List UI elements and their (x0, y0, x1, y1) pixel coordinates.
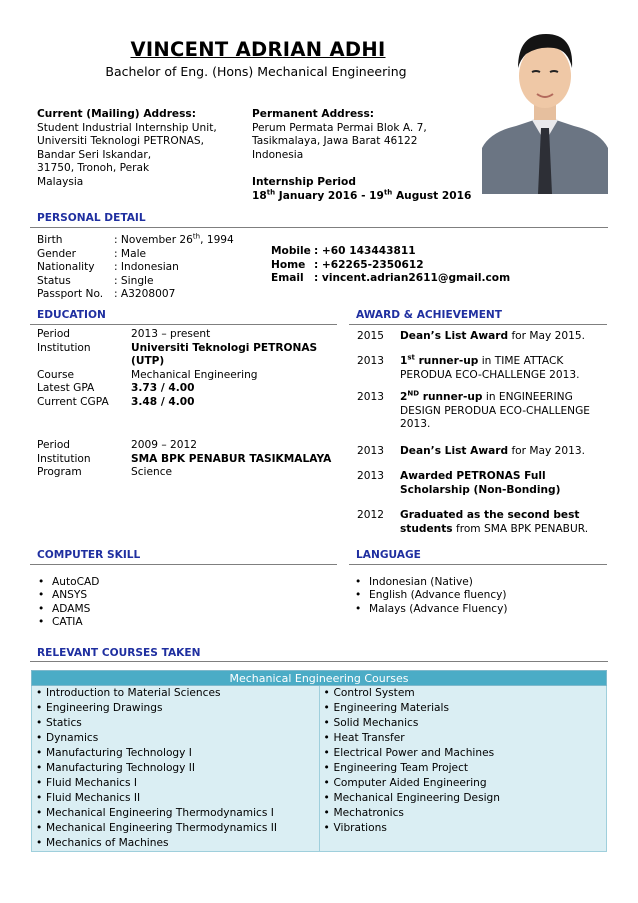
nationality-value: : Indonesian (114, 261, 179, 274)
computer-skill-list (38, 576, 99, 630)
candidate-name: VINCENT ADRIAN ADHI (130, 38, 386, 61)
award-year: 2013 (357, 355, 384, 367)
courses-heading: RELEVANT COURSES TAKEN (37, 647, 201, 659)
language-heading: LANGUAGE (356, 549, 421, 561)
degree-title: Bachelor of Eng. (Hons) Mechanical Engineering (105, 64, 407, 79)
section-divider (30, 227, 608, 228)
table-row: • Computer Aided Engineering (323, 777, 487, 789)
status-label: Status (37, 274, 71, 287)
courses-table (31, 670, 607, 852)
table-row: • Mechanical Engineering Thermodynamics II (36, 822, 277, 834)
table-row: • Fluid Mechanics II (36, 792, 141, 804)
award-year: 2013 (357, 470, 384, 482)
home-value: : +62265-2350612 (314, 258, 424, 271)
section-divider (30, 324, 337, 325)
passport-value: : A3208007 (114, 288, 176, 301)
list-item: • Malays (Advance Fluency) (355, 602, 508, 615)
list-item: • ANSYS (38, 589, 88, 602)
education-values-1 (131, 328, 317, 410)
table-row: • Manufacturing Technology II (36, 762, 196, 774)
courses-left-column (32, 686, 320, 852)
cgpa-label: Current CGPA (37, 395, 109, 408)
current-address-line: Bandar Seri Iskandar, (37, 148, 152, 161)
contact-labels (271, 245, 311, 286)
section-divider (30, 661, 608, 662)
cgpa-value: 3.48 / 4.00 (131, 395, 195, 408)
computer-skill-heading: COMPUTER SKILL (37, 549, 141, 561)
personal-values (114, 234, 234, 302)
nationality-label: Nationality (37, 261, 95, 274)
period-value: 2009 – 2012 (131, 439, 197, 451)
table-row: • Heat Transfer (323, 732, 405, 744)
award-year: 2012 (357, 509, 384, 521)
permanent-address-line: Tasikmalaya, Jawa Barat 46122 (252, 135, 418, 148)
period-value: 2013 – present (131, 328, 211, 340)
course-label: Course (37, 368, 74, 381)
mobile-label: Mobile (271, 245, 311, 257)
table-row: • Mechanical Engineering Thermodynamics I (36, 807, 274, 819)
award-item: Graduated as the second best students from SMA BPK PENABUR. (400, 509, 589, 535)
program-value: Science (131, 466, 173, 479)
table-row: • Vibrations (323, 822, 387, 834)
table-row: • Mechanics of Machines (36, 837, 169, 849)
section-divider (30, 564, 337, 565)
list-item: • CATIA (38, 616, 83, 629)
education-heading: EDUCATION (37, 309, 106, 321)
current-address (37, 108, 217, 190)
program-label: Program (37, 466, 82, 479)
gpa-label: Latest GPA (37, 382, 95, 395)
gender-value: : Male (114, 247, 147, 260)
section-divider (349, 324, 607, 325)
list-item: • ADAMS (38, 602, 91, 615)
current-address-line: Student Industrial Internship Unit, (37, 121, 217, 134)
personal-labels (37, 234, 103, 302)
table-row: • Solid Mechanics (323, 717, 419, 729)
courses-table-header: Mechanical Engineering Courses (32, 671, 607, 686)
internship-title: Internship Period (252, 175, 356, 188)
table-row: • Electrical Power and Machines (323, 747, 495, 759)
institution-value: SMA BPK PENABUR TASIKMALAYA (131, 452, 332, 465)
list-item: • Indonesian (Native) (355, 576, 473, 588)
status-value: : Single (114, 274, 154, 287)
institution-value-abbr: (UTP) (131, 355, 165, 368)
passport-label: Passport No. (37, 288, 104, 301)
award-item: 2ND runner-up in ENGINEERING DESIGN PERODUA ECO-CHALLENGE 2013. (400, 389, 590, 431)
contact-values (314, 245, 510, 286)
period-label: Period (37, 439, 71, 451)
current-address-line: Malaysia (37, 175, 84, 188)
institution-label: Institution (37, 341, 91, 354)
list-item: • English (Advance fluency) (355, 589, 507, 602)
award-year: 2013 (357, 391, 384, 403)
gender-label: Gender (37, 247, 77, 260)
email-value[interactable]: : vincent.adrian2611@gmail.com (314, 272, 511, 285)
award-year: 2015 (357, 330, 384, 342)
table-row: • Manufacturing Technology I (36, 747, 192, 759)
internship-period: 18th January 2016 - 19th August 2016 (252, 188, 472, 202)
email-label: Email (271, 272, 304, 285)
award-year: 2013 (357, 445, 384, 457)
birth-value: : November 26th, 1994 (114, 232, 234, 246)
birth-label: Birth (37, 234, 63, 246)
section-divider (349, 564, 607, 565)
gpa-value: 3.73 / 4.00 (131, 382, 195, 395)
permanent-address (252, 108, 471, 203)
awards-heading: AWARD & ACHIEVEMENT (356, 309, 503, 321)
home-label: Home (271, 258, 306, 271)
course-value: Mechanical Engineering (131, 368, 258, 381)
current-address-line: Universiti Teknologi PETRONAS, (37, 135, 204, 148)
permanent-address-line: Indonesia (252, 148, 304, 161)
award-item: Dean’s List Award for May 2013. (400, 445, 585, 457)
permanent-address-line: Perum Permata Permai Blok A. 7, (252, 121, 427, 134)
mobile-value: : +60 143443811 (314, 245, 416, 257)
language-list (355, 576, 508, 616)
education-labels-1 (37, 328, 109, 410)
current-address-line: 31750, Tronoh, Perak (37, 162, 150, 175)
table-row: • Engineering Materials (323, 702, 449, 714)
portrait-image (482, 20, 608, 194)
education-labels-2 (37, 439, 91, 480)
table-row: • Fluid Mechanics I (36, 777, 137, 789)
period-label: Period (37, 328, 71, 340)
table-row: • Control System (323, 687, 415, 699)
award-item: Dean’s List Award for May 2015. (400, 330, 585, 342)
table-row: • Engineering Drawings (36, 702, 163, 714)
permanent-address-title: Permanent Address: (252, 108, 375, 120)
education-values-2 (131, 439, 331, 480)
award-item: 1st runner-up in TIME ATTACK PERODUA ECO-CHALLENGE 2013. (400, 353, 580, 381)
institution-label: Institution (37, 452, 91, 465)
profile-photo (482, 20, 608, 194)
list-item: • AutoCAD (38, 576, 100, 588)
table-row: • Statics (36, 717, 82, 729)
table-row: • Dynamics (36, 732, 99, 744)
table-row: • Mechanical Engineering Design (323, 792, 500, 804)
personal-detail-heading: PERSONAL DETAIL (37, 212, 146, 224)
courses-right-column (319, 686, 607, 852)
institution-value: Universiti Teknologi PETRONAS (131, 341, 318, 354)
current-address-title: Current (Mailing) Address: (37, 108, 196, 120)
table-row: • Mechatronics (323, 807, 404, 819)
table-row: • Introduction to Material Sciences (36, 687, 221, 699)
award-item: Awarded PETRONAS Full Scholarship (Non-Bonding) (400, 470, 561, 496)
table-row: • Engineering Team Project (323, 762, 469, 774)
